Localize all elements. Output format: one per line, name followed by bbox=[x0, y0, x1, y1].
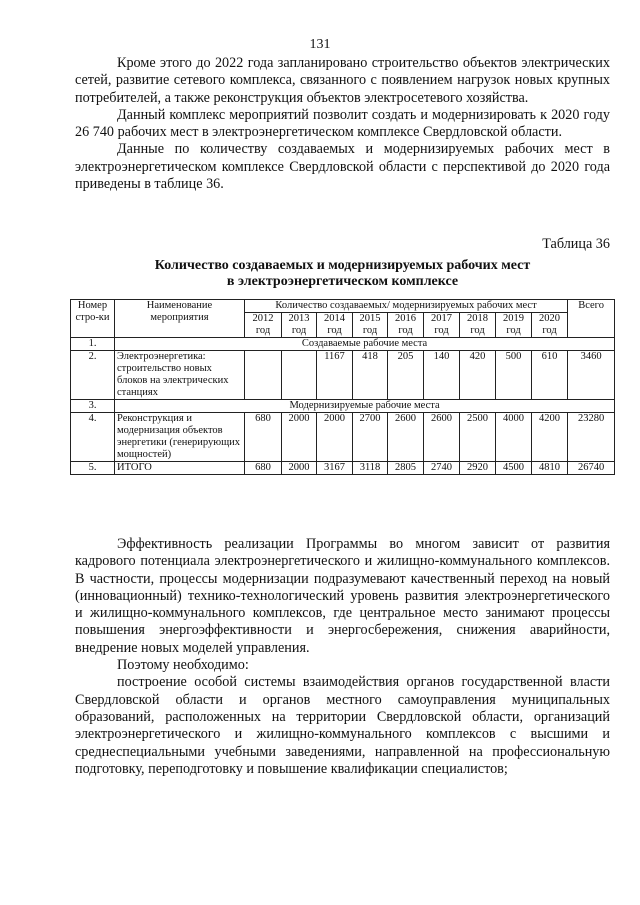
year-value: 2700 bbox=[353, 413, 388, 462]
row-number: 4. bbox=[71, 413, 115, 462]
paragraph: построение особой системы взаимодействия органов государственной власти Свердловской области и органов местного самоуправления муниципальных образований, расположенных на территории Свердловской области, организаций электроэнергетического и жилищно-коммунального комплексов с высшими и среднеспециальными учебными заведениями, направленной на профессиональную подготовку, переподготовку и повышение квалификации специалистов; bbox=[75, 674, 610, 777]
measure-name: ИТОГО bbox=[115, 462, 245, 475]
row-total: 26740 bbox=[568, 462, 615, 475]
year-value: 4000 bbox=[496, 413, 532, 462]
section-row bbox=[71, 338, 615, 351]
total-row bbox=[71, 462, 615, 475]
paragraph: Данные по количеству создаваемых и модернизируемых рабочих мест в электроэнергетическом комплексе Свердловской области с перспективой до 2020 года приведены в таблице 36. bbox=[75, 141, 610, 193]
measure-name: Электроэнергетика: строительство новых блоков на электрических станциях bbox=[115, 351, 245, 400]
header-year: 2012 год bbox=[245, 313, 282, 338]
year-value: 2740 bbox=[424, 462, 460, 475]
header-jobs-group: Количество создаваемых/ модернизируемых рабочих мест bbox=[245, 300, 568, 313]
header-measure-name: Наименование мероприятия bbox=[115, 300, 245, 338]
body-text bbox=[75, 536, 610, 778]
year-value: 418 bbox=[353, 351, 388, 400]
paragraph: Кроме этого до 2022 года запланировано строительство объектов электрических сетей, развитие сетевого комплекса, связанного с появлением нагрузок новых крупных потребителей, а также реконструкция объектов электросетевого хозяйства. bbox=[75, 55, 610, 106]
year-value: 610 bbox=[532, 351, 568, 400]
year-value bbox=[282, 351, 317, 400]
paragraph: Поэтому необходимо: bbox=[117, 657, 249, 674]
year-value: 2500 bbox=[460, 413, 496, 462]
year-value: 4200 bbox=[532, 413, 568, 462]
year-value: 2600 bbox=[424, 413, 460, 462]
year-value: 2920 bbox=[460, 462, 496, 475]
year-value: 2600 bbox=[388, 413, 424, 462]
header-year: 2017 год bbox=[424, 313, 460, 338]
year-value: 1167 bbox=[317, 351, 353, 400]
header-year: 2015 год bbox=[353, 313, 388, 338]
row-total: 23280 bbox=[568, 413, 615, 462]
table-title-line: в электроэнергетическом комплексе bbox=[226, 274, 459, 289]
intro-text bbox=[75, 55, 610, 193]
measure-name: Реконструкция и модернизация объектов энергетики (генерирующих мощностей) bbox=[115, 413, 245, 462]
row-number: 5. bbox=[71, 462, 115, 475]
year-value: 420 bbox=[460, 351, 496, 400]
year-value: 3118 bbox=[353, 462, 388, 475]
table-title-line: Количество создаваемых и модернизируемых рабочих мест bbox=[154, 258, 531, 273]
header-year: 2019 год bbox=[496, 313, 532, 338]
section-row bbox=[71, 400, 615, 413]
header-row-number: Номер стро-ки bbox=[71, 300, 115, 338]
year-value: 205 bbox=[388, 351, 424, 400]
year-value: 140 bbox=[424, 351, 460, 400]
header-year: 2013 год bbox=[282, 313, 317, 338]
table-row bbox=[71, 351, 615, 400]
section-title: Создаваемые рабочие места bbox=[115, 338, 615, 351]
row-number: 1. bbox=[71, 338, 115, 351]
header-year: 2016 год bbox=[388, 313, 424, 338]
page-number: 131 bbox=[309, 37, 331, 52]
header-year: 2018 год bbox=[460, 313, 496, 338]
year-value: 3167 bbox=[317, 462, 353, 475]
row-number: 3. bbox=[71, 400, 115, 413]
year-value: 680 bbox=[245, 462, 282, 475]
table-label: Таблица 36 bbox=[542, 236, 610, 252]
year-value: 2000 bbox=[317, 413, 353, 462]
year-value bbox=[245, 351, 282, 400]
table-title bbox=[75, 258, 610, 290]
header-year: 2014 год bbox=[317, 313, 353, 338]
year-value: 2000 bbox=[282, 462, 317, 475]
header-year: 2020 год bbox=[532, 313, 568, 338]
jobs-table bbox=[70, 299, 615, 475]
table-row bbox=[71, 413, 615, 462]
section-title: Модернизируемые рабочие места bbox=[115, 400, 615, 413]
year-value: 2000 bbox=[282, 413, 317, 462]
paragraph: Эффективность реализации Программы во многом зависит от развития кадрового потенциала электроэнергетического и жилищно-коммунального комплексов. В частности, процессы модернизации подразумевают качественный переход на новый (инновационный) технико-технологический уровень развития электроэнергетического и жилищно-коммунального комплексов, где центральное место занимают процессы повышения энергоэффективности и энергосбережения, снижения аварийности, внедрение новых моделей управления. bbox=[75, 536, 610, 656]
year-value: 2805 bbox=[388, 462, 424, 475]
year-value: 500 bbox=[496, 351, 532, 400]
header-total: Всего bbox=[568, 300, 615, 338]
row-total: 3460 bbox=[568, 351, 615, 400]
year-value: 680 bbox=[245, 413, 282, 462]
year-value: 4810 bbox=[532, 462, 568, 475]
row-number: 2. bbox=[71, 351, 115, 400]
paragraph: Данный комплекс мероприятий позволит создать и модернизировать к 2020 году 26 740 рабочих мест в электроэнергетическом комплексе Свердловской области. bbox=[75, 106, 610, 141]
header-row bbox=[71, 300, 615, 313]
year-value: 4500 bbox=[496, 462, 532, 475]
